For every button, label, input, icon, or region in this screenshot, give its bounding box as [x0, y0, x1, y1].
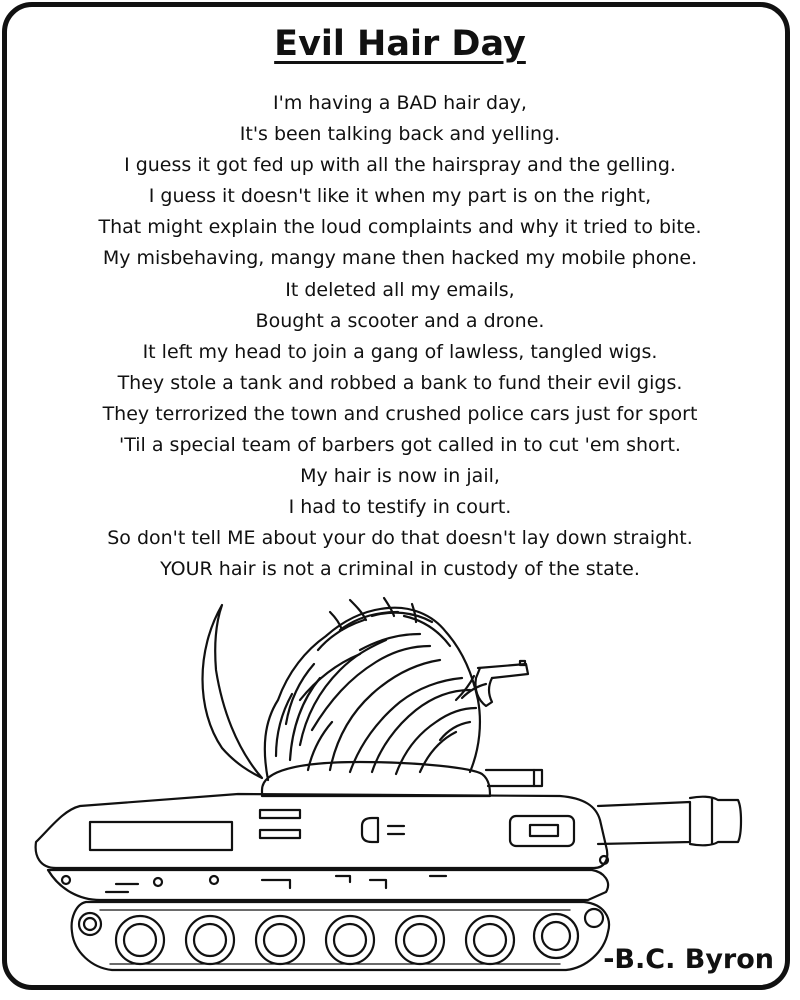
poem-line: It's been talking back and yelling. [239, 123, 561, 146]
poem-title-text: Evil Hair Day [274, 24, 526, 64]
poem-title [0, 20, 800, 68]
poem-line: That might explain the loud complaints and why it tried to bite. [98, 216, 702, 239]
poem-line: My misbehaving, mangy mane then hacked my mobile phone. [102, 247, 698, 270]
tank-barrel-muzzle [690, 797, 741, 846]
poem-line: My hair is now in jail, [300, 465, 500, 488]
poem-line: 'Til a special team of barbers got called in to cut 'em short. [119, 434, 681, 457]
poem-line: It deleted all my emails, [285, 278, 515, 301]
tank-turret [262, 762, 490, 796]
poem-line: They terrorized the town and crushed police cars just for sport [102, 402, 698, 425]
hair-monster-icon [203, 598, 487, 780]
pistol-sight [520, 661, 525, 665]
tank-hatch [90, 822, 232, 850]
pistol-icon [475, 661, 528, 706]
tank-wheels [79, 909, 603, 964]
poem-line: It left my head to join a gang of lawless, tangled wigs. [142, 340, 658, 363]
hair-strands [276, 598, 476, 774]
poem-author: -B.C. Byron [603, 944, 774, 975]
poem-line: They stole a tank and robbed a bank to fund their evil gigs. [117, 371, 683, 394]
hair-crescent [203, 605, 263, 778]
poem-line: So don't tell ME about your do that doesn't lay down straight. [107, 527, 693, 550]
poem-body [0, 88, 800, 586]
tank-illustration [0, 590, 800, 990]
tank-icon [36, 762, 741, 970]
tank-hull [36, 794, 608, 868]
tank-side-box [510, 816, 574, 846]
poem-line: I guess it doesn't like it when my part is on the right, [148, 185, 652, 208]
poem-line: I'm having a BAD hair day, [273, 92, 527, 114]
poem-line: I guess it got fed up with all the hairspray and the gelling. [124, 154, 676, 177]
poem-line: Bought a scooter and a drone. [255, 309, 545, 332]
poem-line: YOUR hair is not a criminal in custody of the state. [160, 558, 640, 581]
tank-main-barrel [598, 802, 690, 844]
poem-line: I had to testify in court. [288, 496, 512, 519]
